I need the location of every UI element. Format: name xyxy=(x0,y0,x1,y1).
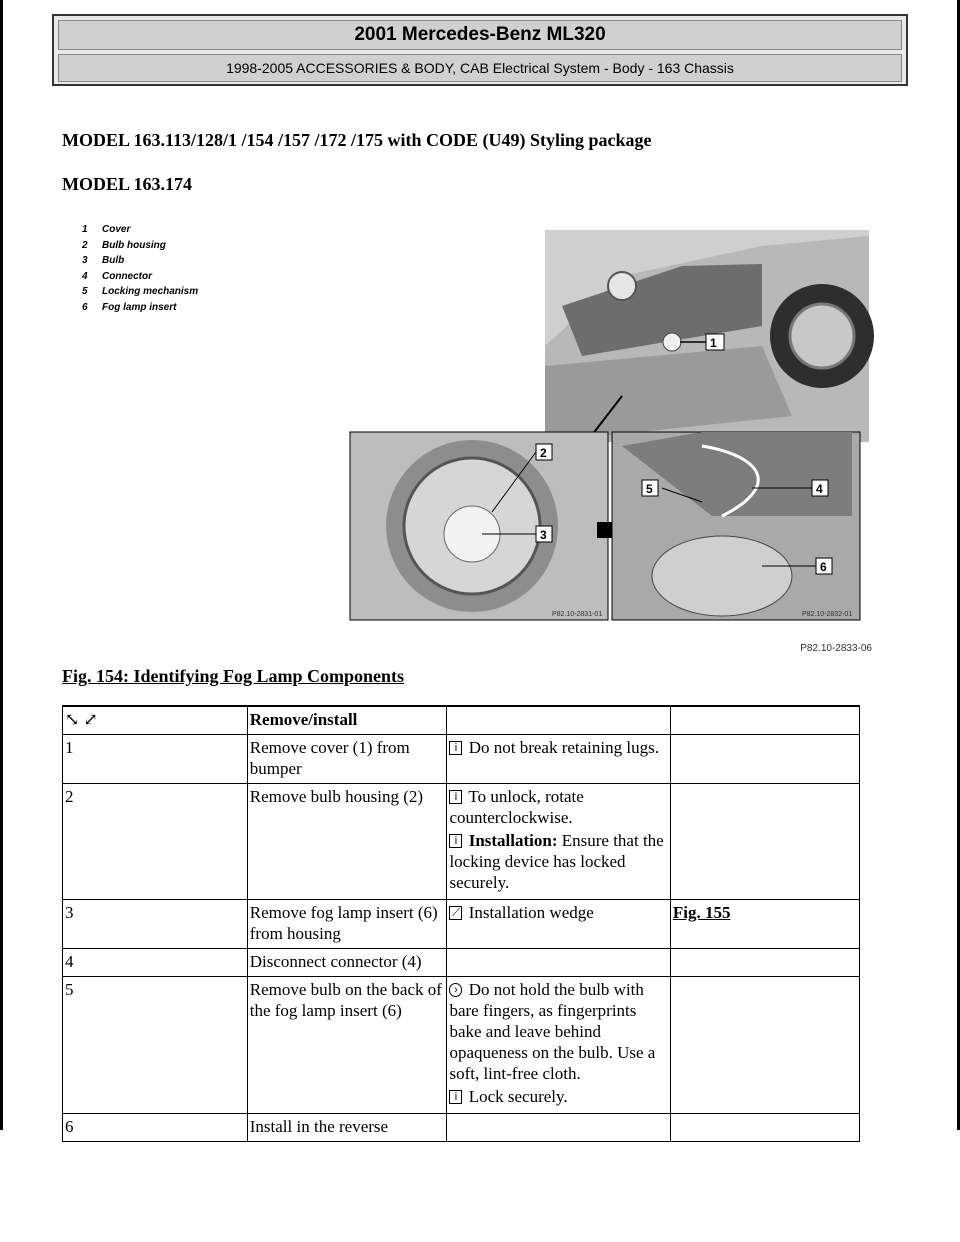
step-action: Remove bulb on the back of the fog lamp insert (6) xyxy=(247,977,447,1114)
step-number: 4 xyxy=(63,949,248,977)
remove-icon: ⤡ xyxy=(65,710,80,729)
figure-caption: Fig. 154: Identifying Fog Lamp Components xyxy=(62,666,405,686)
step-note: i Lock securely. xyxy=(449,1086,667,1107)
callout-2: 2 xyxy=(540,446,547,460)
model-174-heading: MODEL 163.174 xyxy=(62,174,193,194)
step-number: 1 xyxy=(63,735,248,784)
step-number: 5 xyxy=(63,977,248,1114)
table-row xyxy=(63,949,860,977)
fog-lamp-figure xyxy=(62,216,882,656)
callout-1: 1 xyxy=(710,336,717,350)
car-front-photo xyxy=(545,230,874,442)
step-action: Disconnect connector (4) xyxy=(247,949,447,977)
callout-3: 3 xyxy=(540,528,547,542)
figure-code-right: P82.10-2832-01 xyxy=(802,611,853,618)
callout-6: 6 xyxy=(820,560,827,574)
step-notes xyxy=(447,784,670,900)
table-header-label: Remove/install xyxy=(249,710,358,729)
legend-item: 2 Bulb housing xyxy=(82,239,166,251)
step-notes xyxy=(447,735,670,784)
step-action: Remove fog lamp insert (6) from housing xyxy=(247,900,447,949)
step-action: Remove bulb housing (2) xyxy=(247,784,447,900)
step-note: i Do not break retaining lugs. xyxy=(449,737,667,758)
step-number: 3 xyxy=(63,900,248,949)
step-number: 2 xyxy=(63,784,248,900)
document-title: 2001 Mercedes-Benz ML320 xyxy=(58,20,902,50)
install-icon: ⤢ xyxy=(83,710,98,729)
table-row xyxy=(63,977,860,1114)
step-note: i Installation: Ensure that the locking device has locked securely. xyxy=(449,831,664,892)
document-subtitle: 1998-2005 ACCESSORIES & BODY, CAB Electrical System - Body - 163 Chassis xyxy=(58,54,902,82)
legend-item: 6 Fog lamp insert xyxy=(82,301,177,313)
procedure-table xyxy=(62,705,860,1142)
figure-code-left: P82.10-2831-01 xyxy=(552,611,603,618)
callout-4: 4 xyxy=(816,482,823,496)
legend-item: 5 Locking mechanism xyxy=(82,286,199,297)
step-action: Remove cover (1) from bumper xyxy=(247,735,447,784)
step-notes xyxy=(447,900,670,949)
step-number: 6 xyxy=(63,1114,248,1142)
legend-item: 4 Connector xyxy=(82,270,152,282)
legend-item: 3 Bulb xyxy=(82,255,125,266)
fog-lamp-insert-photo xyxy=(612,432,860,620)
step-action: Install in the reverse xyxy=(247,1114,447,1142)
header-icon-cell xyxy=(63,706,248,735)
wedge-tool-icon: ⟋ xyxy=(449,906,462,920)
page-border-left xyxy=(0,0,3,1130)
info-icon: i xyxy=(449,834,462,848)
caution-icon: › xyxy=(449,983,462,997)
info-icon: i xyxy=(449,1090,462,1104)
step-note: i To unlock, rotate counterclockwise. xyxy=(449,787,584,827)
step-note: ⟋ Installation wedge xyxy=(449,902,667,923)
table-row xyxy=(63,900,860,949)
bulb-housing-photo xyxy=(350,432,608,620)
legend-item: 1 Cover xyxy=(82,224,131,235)
table-header-row xyxy=(63,706,860,735)
table-row xyxy=(63,735,860,784)
info-icon: i xyxy=(449,790,462,804)
fig-155-link[interactable]: Fig. 155 xyxy=(672,903,731,922)
callout-5: 5 xyxy=(646,482,653,496)
fog-lamp-illustration xyxy=(62,216,882,656)
step-notes xyxy=(447,977,670,1114)
table-row xyxy=(63,1114,860,1142)
document-header xyxy=(52,14,908,86)
table-row xyxy=(63,784,860,900)
info-icon: i xyxy=(449,741,462,755)
model-heading: MODEL 163.113/128/1 /154 /157 /172 /175 with CODE (U49) Styling package xyxy=(62,130,652,150)
step-note: › Do not hold the bulb with bare fingers, as fingerprints bake and leave behind opaqueness on the bulb. Use a soft, lint-free cloth. xyxy=(449,980,656,1083)
figure-code: P82.10-2833-06 xyxy=(800,643,872,654)
